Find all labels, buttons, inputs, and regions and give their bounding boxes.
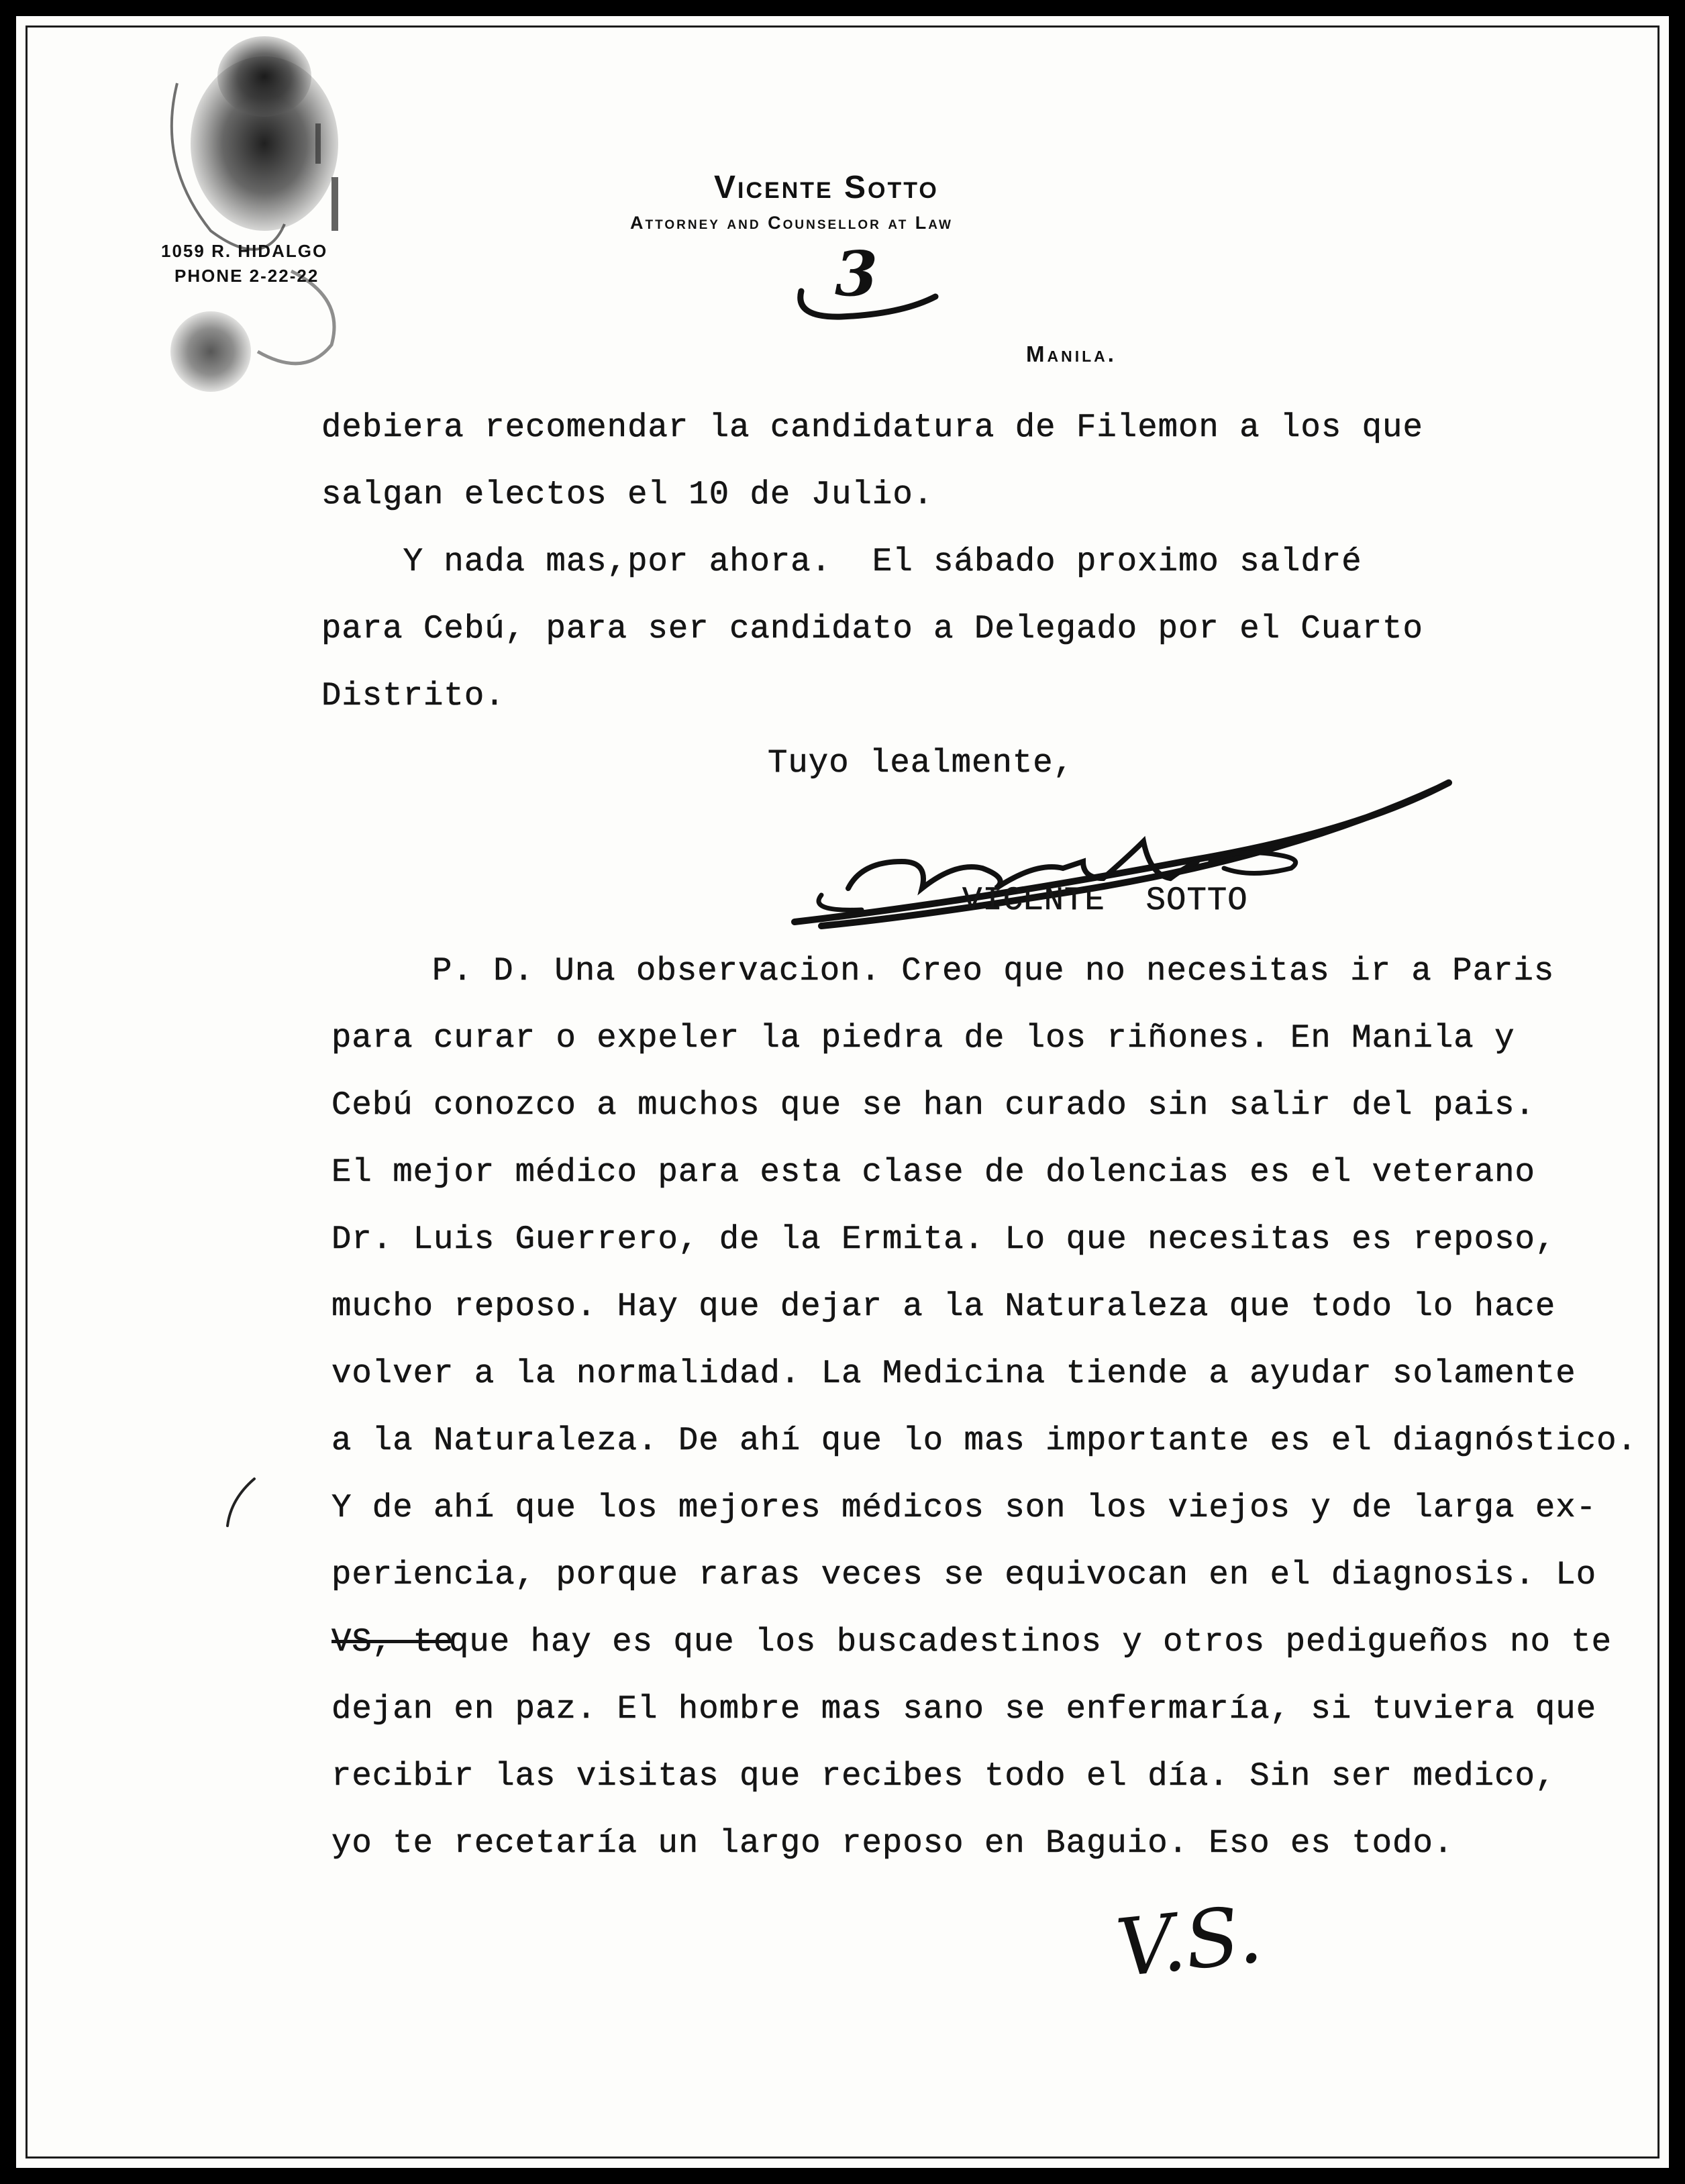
signature — [768, 761, 1506, 949]
ps-line: Dr. Luis Guerrero, de la Ermita. Lo que necesitas es reposo, — [331, 1220, 1556, 1258]
body-line: debiera recomendar la candidatura de Filemon a los que — [321, 409, 1423, 446]
body-line: Distrito. — [321, 677, 505, 715]
ps-line: que hay es que los buscadestinos y otros pedigueños no te — [449, 1623, 1613, 1661]
letter-page — [16, 16, 1669, 2168]
seal-emblem — [130, 30, 399, 392]
ps-line: P. D. Una observacion. Creo que no necesitas ir a Paris — [432, 952, 1555, 990]
letterhead-title: Attorney and Counsellor at Law — [630, 213, 953, 233]
letterhead-name: Vicente Sotto — [714, 170, 939, 205]
ps-line: mucho reposo. Hay que dejar a la Naturaleza que todo lo hace — [331, 1288, 1556, 1325]
struck-text: VS, te — [331, 1623, 454, 1661]
ps-line: El mejor médico para esta clase de dolencias es el veterano — [331, 1153, 1535, 1191]
ps-line: Cebú conozco a muchos que se han curado sin salir del pais. — [331, 1086, 1535, 1124]
letterhead-city: Manila. — [1026, 342, 1117, 366]
ps-line: volver a la normalidad. La Medicina tiende a ayudar solamente — [331, 1355, 1576, 1392]
body-line: salgan electos el 10 de Julio. — [321, 476, 934, 513]
ps-line: dejan en paz. El hombre mas sano se enfermaría, si tuviera que — [331, 1690, 1597, 1728]
ps-line: para curar o expeler la piedra de los riñones. En Manila y — [331, 1019, 1515, 1057]
ps-line: Y de ahí que los mejores médicos son los viejos y de larga ex- — [331, 1489, 1597, 1526]
body-line: Y nada mas,por ahora. El sábado proximo saldré — [321, 543, 1362, 580]
ps-line: a la Naturaleza. De ahí que lo mas importante es el diagnóstico. — [331, 1422, 1637, 1459]
letterhead-phone: PHONE 2-22-22 — [174, 266, 319, 286]
handwritten-initials: V.S. — [1112, 1887, 1266, 1995]
closing-salutation: Tuyo lealmente, — [768, 744, 1074, 782]
margin-mark — [217, 1472, 271, 1532]
ps-line: yo te recetaría un largo reposo en Baguio. Eso es todo. — [331, 1824, 1454, 1862]
page-number: 3 — [781, 244, 956, 331]
body-line: para Cebú, para ser candidato a Delegado por el Cuarto — [321, 610, 1423, 647]
typed-name: VICENTE SOTTO — [962, 882, 1248, 919]
ps-line: recibir las visitas que recibes todo el día. Sin ser medico, — [331, 1757, 1556, 1795]
ps-line: periencia, porque raras veces se equivocan en el diagnosis. Lo — [331, 1556, 1597, 1594]
letterhead-address: 1059 R. HIDALGO — [161, 241, 328, 261]
